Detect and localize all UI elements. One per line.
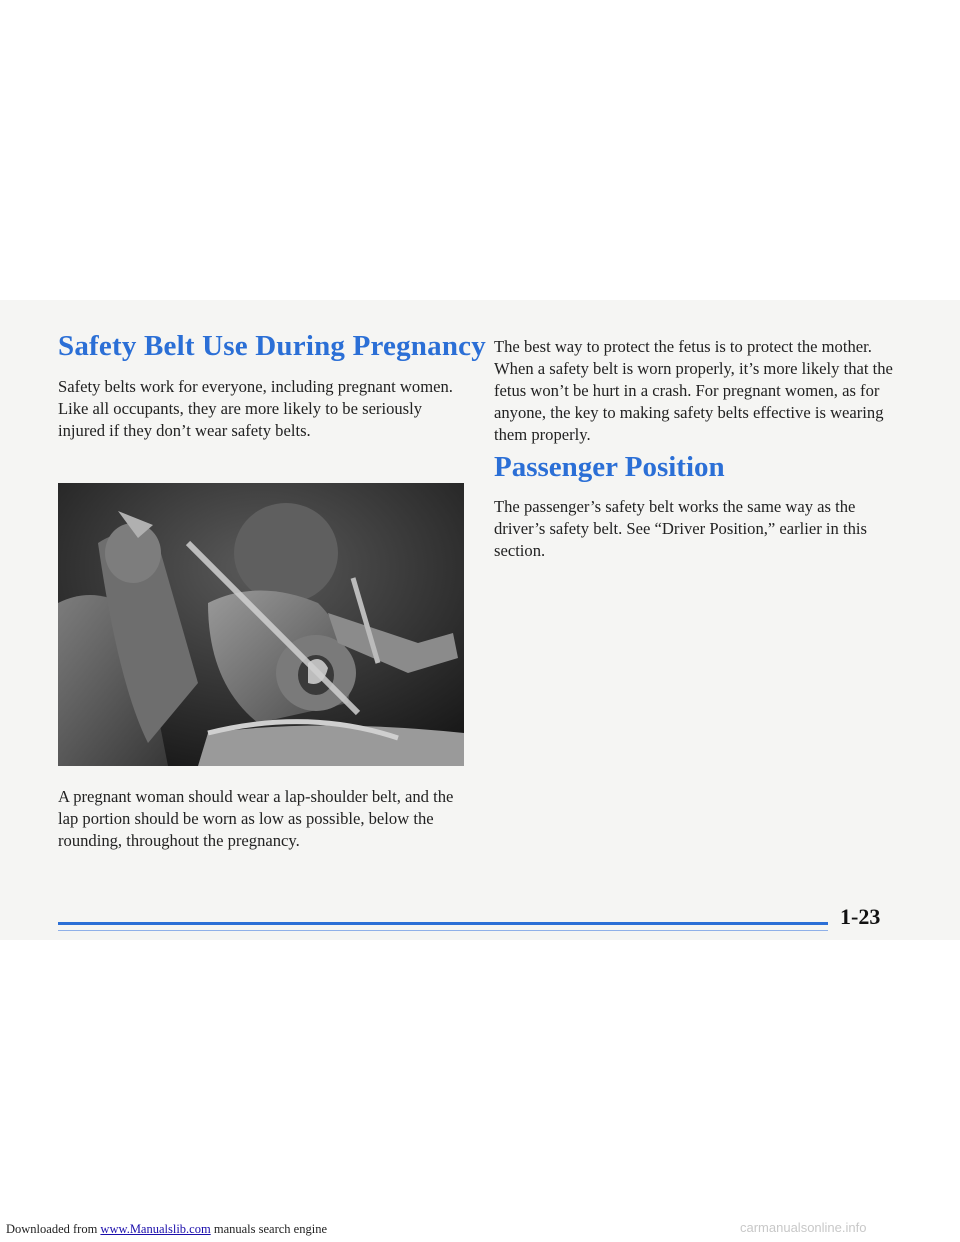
watermark: carmanualsonline.info (740, 1220, 867, 1235)
fetus-protection-text: The best way to protect the fetus is to protect the mother. When a safety belt is worn properly, it’s more likely that the fetus won’t be hurt in a crash. For pregnant women, as for anyone, the key to making safety belts effective is wearing them properly. (494, 337, 893, 444)
section-title-pregnancy: Safety Belt Use During Pregnancy (58, 330, 486, 362)
section-title-passenger-position: Passenger Position (494, 451, 725, 483)
top-margin (0, 0, 960, 300)
footer-rule-thin (58, 930, 828, 931)
illustration-caption: A pregnant woman should wear a lap-shoulder belt, and the lap portion should be worn as low as possible, below the rounding, throughout the pregnancy. (58, 787, 454, 850)
footer-rule (58, 922, 828, 925)
pregnancy-intro-text: Safety belts work for everyone, including pregnant women. Like all occupants, they are more likely to be seriously injured if they don’t wear safety belts. (58, 377, 453, 440)
page-number: 1-23 (840, 904, 881, 929)
manualslib-link[interactable]: www.Manualslib.com (100, 1222, 211, 1236)
download-footer (6, 1222, 327, 1237)
passenger-position-text: The passenger’s safety belt works the same way as the driver’s safety belt. See “Driver Position,” earlier in this section. (494, 497, 867, 560)
footer-suffix: manuals search engine (210, 1222, 327, 1236)
footer-prefix: Downloaded from (6, 1222, 101, 1236)
illustration-svg (58, 483, 464, 766)
bottom-margin (0, 940, 960, 1242)
pregnant-passenger-illustration (58, 483, 464, 766)
